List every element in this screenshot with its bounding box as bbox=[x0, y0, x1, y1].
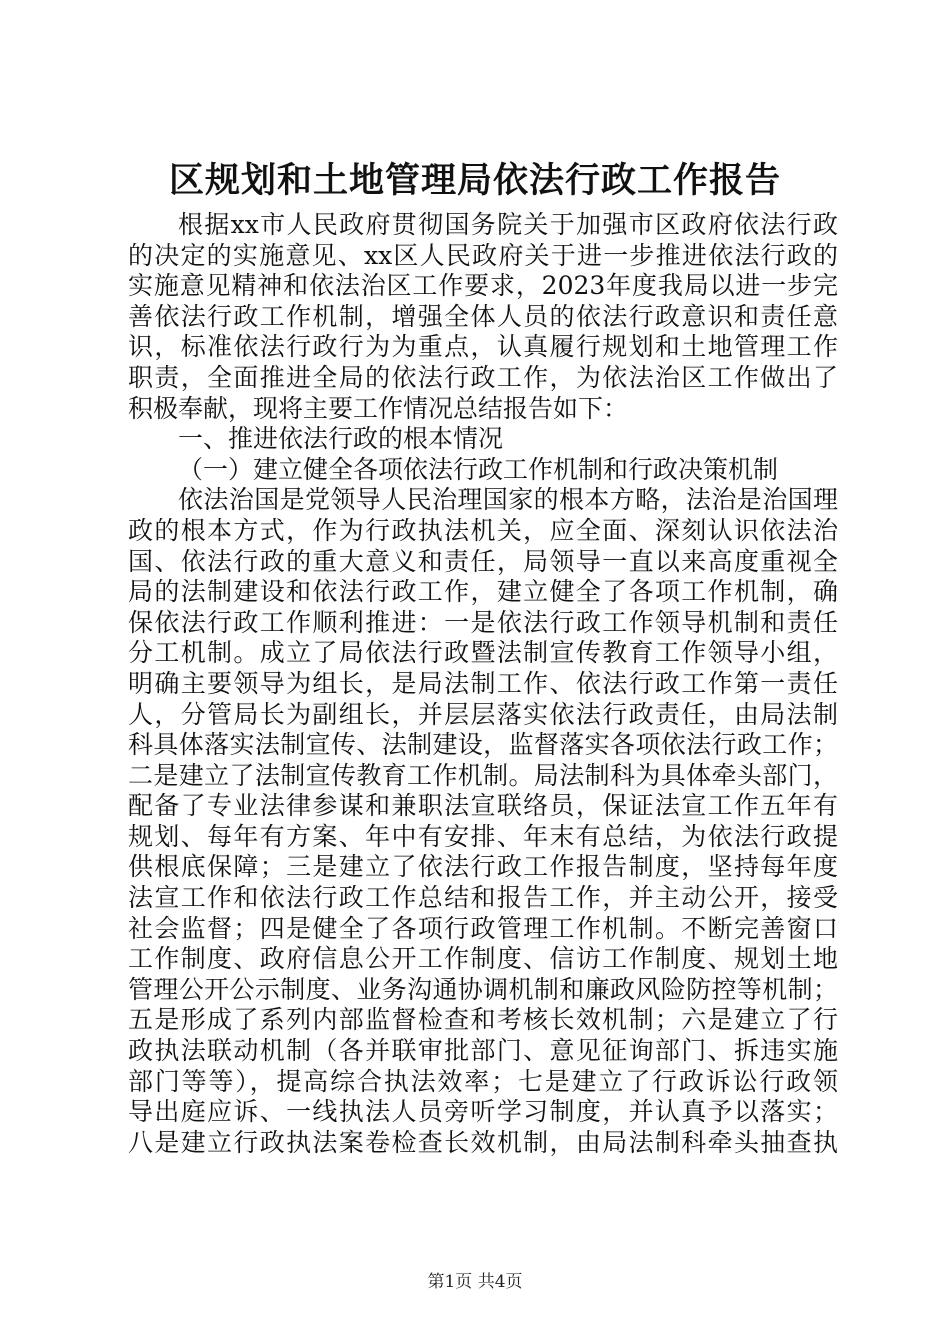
text-line: 的决定的实施意见、xx区人民政府关于进一步推进依法行政的 bbox=[128, 240, 838, 270]
text-line: 社会监督；四是健全了各项行政管理工作机制。不断完善窗口 bbox=[128, 913, 838, 943]
text-line: 配备了专业法律参谋和兼职法宣联络员，保证法宣工作五年有 bbox=[128, 791, 838, 821]
text-line: 局的法制建设和依法行政工作，建立健全了各项工作机制，确 bbox=[128, 577, 838, 607]
text-line: 工作制度、政府信息公开工作制度、信访工作制度、规划土地 bbox=[128, 944, 838, 974]
text-line: 识，标准依法行政行为为重点，认真履行规划和土地管理工作 bbox=[128, 332, 838, 362]
text-line: 明确主要领导为组长，是局法制工作、依法行政工作第一责任 bbox=[128, 668, 838, 698]
text-line: 职责，全面推进全局的依法行政工作，为依法治区工作做出了 bbox=[128, 362, 838, 392]
text-line: 管理公开公示制度、业务沟通协调机制和廉政风险防控等机制； bbox=[128, 974, 838, 1004]
text-line: 导出庭应诉、一线执法人员旁听学习制度，并认真予以落实； bbox=[128, 1097, 838, 1127]
text-line: 政执法联动机制（各并联审批部门、意见征询部门、拆违实施 bbox=[128, 1036, 838, 1066]
text-line: 部门等等），提高综合执法效率；七是建立了行政诉讼行政领 bbox=[128, 1066, 838, 1096]
text-line: 五是形成了系列内部监督检查和考核长效机制；六是建立了行 bbox=[128, 1005, 838, 1035]
text-line: 一、推进依法行政的根本情况 bbox=[178, 424, 504, 454]
document-body bbox=[128, 210, 838, 1158]
page-footer: 第1页 共4页 bbox=[427, 1272, 523, 1292]
text-line: 规划、每年有方案、年中有安排、年末有总结，为依法行政提 bbox=[128, 821, 838, 851]
text-line: 分工机制。成立了局依法行政暨法制宣传教育工作领导小组， bbox=[128, 638, 838, 668]
text-line: 积极奉献，现将主要工作情况总结报告如下： bbox=[128, 393, 629, 423]
text-line: 根据xx市人民政府贯彻国务院关于加强市区政府依法行政 bbox=[178, 210, 838, 239]
text-line: 国、依法行政的重大意义和责任，局领导一直以来高度重视全 bbox=[128, 546, 838, 576]
text-line: 八是建立行政执法案卷检查长效机制，由局法制科牵头抽查执 bbox=[128, 1127, 838, 1157]
text-line: 善依法行政工作机制，增强全体人员的依法行政意识和责任意 bbox=[128, 301, 838, 331]
text-line: 保依法行政工作顺利推进：一是依法行政工作领导机制和责任 bbox=[128, 607, 838, 637]
text-line: 供根底保障；三是建立了依法行政工作报告制度，坚持每年度 bbox=[128, 852, 838, 882]
text-line: 政的根本方式，作为行政执法机关，应全面、深刻认识依法治 bbox=[128, 515, 838, 545]
text-line: 依法治国是党领导人民治理国家的根本方略，法治是治国理 bbox=[178, 485, 838, 515]
text-line: （一）建立健全各项依法行政工作机制和行政决策机制 bbox=[178, 454, 779, 484]
document-title: 区规划和土地管理局依法行政工作报告 bbox=[168, 160, 781, 201]
text-line: 人，分管局长为副组长，并层层落实依法行政责任，由局法制 bbox=[128, 699, 838, 729]
text-line: 实施意见精神和依法治区工作要求，2023年度我局以进一步完 bbox=[128, 271, 838, 301]
text-line: 二是建立了法制宣传教育工作机制。局法制科为具体牵头部门， bbox=[128, 760, 838, 790]
text-line: 科具体落实法制宣传、法制建设，监督落实各项依法行政工作； bbox=[128, 730, 838, 760]
text-line: 法宣工作和依法行政工作总结和报告工作，并主动公开，接受 bbox=[128, 883, 838, 913]
